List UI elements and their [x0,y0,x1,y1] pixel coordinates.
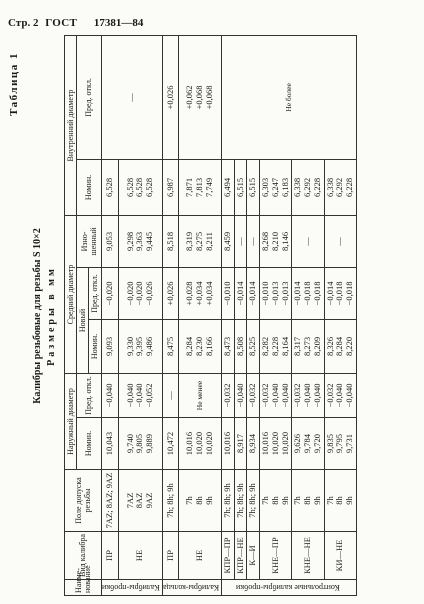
cell-type: НЕ [179,532,222,580]
cell-middle-dev: −0,014 −0,018 −0,018 [324,267,356,319]
cell-outer-nom: 10,016 10,020 10,020 [260,418,292,470]
group-control: Контрольные калибры-пробки [221,580,356,596]
cell-outer-dev: — [162,373,179,417]
header-row-1 [65,35,77,595]
cell-middle-nom: 8,282 8,228 8,164 [260,319,292,373]
cell-middle-nom: 8,317 8,273 8,209 [292,319,324,373]
middle-nom-header: Номин. [89,319,101,373]
cell-outer-nom: 9,740 9,805 9,889 [118,418,162,470]
cell-outer-nom: 9,835 9,795 9,731 [324,418,356,470]
cell-outer-dev: Не менее [179,373,222,417]
outer-dev-header: Пред. откл. [77,373,101,417]
table-row [179,35,222,595]
page-number: Стр. 2 [8,17,39,29]
outer-nom-header: Номин. [77,418,101,470]
cell-type: ПР [101,532,118,580]
cell-inner-nom: 6,515 [247,159,260,215]
cell-field: 7AZ; 8AZ; 9AZ [101,470,118,532]
table-title: Калибры резьбовые для резьбы S 10×2 [32,228,43,404]
cell-middle-nom: 9,330 9,395 9,486 [118,319,162,373]
cell-middle-worn: — [324,215,356,267]
col-outer-header: Наружный диаметр [65,373,77,469]
middle-new-header: Новый [77,267,89,373]
rotated-table-area [0,28,424,604]
inner-dev-header: Пред. откл. [77,35,101,159]
cell-type: К—И [247,532,260,580]
cell-middle-dev: −0,020 −0,020 −0,026 [118,267,162,319]
cell-middle-dev: −0,014 −0,018 −0,018 [292,267,324,319]
cell-inner-dev: +0,062 +0,068 +0,068 [179,35,222,159]
table-row [221,35,234,595]
cell-inner-dev-nobolee: Не более [221,35,356,159]
cell-type: КПР—ПР [221,532,234,580]
cell-outer-dev: −0,040 [101,373,118,417]
cell-outer-dev: −0,032 [247,373,260,417]
table-row [101,35,118,595]
cell-middle-worn: — [234,215,247,267]
cell-outer-nom: 10,043 [101,418,118,470]
cell-middle-nom: 9,093 [101,319,118,373]
cell-outer-nom: 10,016 10,020 10,020 [179,418,222,470]
cell-field: 7h; 8h; 9h [247,470,260,532]
cell-inner-nom: 6,987 [162,159,179,215]
inner-nom-header: Номин. [77,159,101,215]
table-subtitle: Размеры в мм [46,266,57,366]
cell-outer-dev: −0,032 −0,040 −0,040 [324,373,356,417]
cell-middle-worn: 8,518 [162,215,179,267]
cell-outer-nom: 10,472 [162,418,179,470]
cell-middle-worn: 8,459 [221,215,234,267]
col-middle-header: Средний диаметр [65,215,77,373]
cell-field: 7AZ 8AZ 9AZ [118,470,162,532]
table-row [162,35,179,595]
cell-middle-nom: 8,475 [162,319,179,373]
cell-inner-nom: 6,303 6,247 6,183 [260,159,292,215]
standard-code: 17381—84 [93,17,144,29]
cell-type: КНЕ—НЕ [292,532,324,580]
cell-middle-dev: −0,014 [234,267,247,319]
cell-middle-worn: 8,268 8,210 8,146 [260,215,292,267]
cell-field: 7h; 8h; 9h [234,470,247,532]
cell-outer-nom: 9,626 9,784 9,720 [292,418,324,470]
gauge-table [64,35,357,596]
cell-outer-nom: 8,917 [234,418,247,470]
cell-middle-dev: −0,014 [247,267,260,319]
middle-worn-header: Изно-шенный [77,215,101,267]
col-inner-header: Внутренний диаметр [65,35,77,215]
cell-inner-dev: — [101,35,162,159]
cell-type: ПР [162,532,179,580]
cell-middle-dev: +0,026 [162,267,179,319]
cell-inner-nom: 6,338 6,292 6,228 [324,159,356,215]
cell-middle-nom: 8,525 [247,319,260,373]
cell-field: 7h 8h 9h [179,470,222,532]
col-type-header: Вид калибра [65,532,102,580]
cell-field: 7h 8h 9h [324,470,356,532]
cell-inner-nom: 6,338 6,292 6,228 [292,159,324,215]
cell-inner-nom: 6,528 6,528 6,528 [118,159,162,215]
cell-type: КИ—НЕ [324,532,356,580]
cell-middle-worn: 9,298 9,363 9,445 [118,215,162,267]
cell-middle-dev: −0,010 [221,267,234,319]
cell-outer-dev: −0,040 [234,373,247,417]
col-field-header: Поле допуска резьбы [65,470,102,532]
group-rings: Калибры-кольца [162,580,221,596]
cell-field: 7h 8h 9h [292,470,324,532]
cell-outer-nom: 8,934 [247,418,260,470]
cell-field: 7h 8h 9h [260,470,292,532]
cell-type: КНЕ—ПР [260,532,292,580]
cell-middle-worn: 9,053 [101,215,118,267]
cell-field: 7h; 8h; 9h [221,470,234,532]
group-plugs: Калибры-пробки [101,580,162,596]
cell-outer-dev: −0,032 −0,040 −0,040 [292,373,324,417]
cell-inner-nom: 6,528 [101,159,118,215]
gost-label: ГОСТ [45,17,78,29]
cell-middle-worn: — [247,215,260,267]
cell-outer-dev: −0,032 [221,373,234,417]
cell-outer-dev: −0,032 −0,040 −0,040 [260,373,292,417]
cell-type: НЕ [118,532,162,580]
cell-middle-dev: −0,020 [101,267,118,319]
cell-type: КПР—НЕ [234,532,247,580]
cell-inner-nom: 6,515 [234,159,247,215]
cell-middle-worn: — [292,215,324,267]
cell-middle-nom: 8,284 8,230 8,166 [179,319,222,373]
cell-middle-worn: 8,319 8,275 8,211 [179,215,222,267]
cell-middle-dev: −0,010 −0,013 −0,013 [260,267,292,319]
cell-middle-nom: 8,326 8,284 8,220 [324,319,356,373]
table-label: Таблица 1 [8,52,20,116]
cell-middle-dev: +0,028 +0,034 +0,034 [179,267,222,319]
cell-middle-nom: 8,473 [221,319,234,373]
middle-dev-header: Пред. откл. [89,267,101,319]
cell-outer-dev: −0,040 −0,040 −0,052 [118,373,162,417]
cell-outer-nom: 10,016 [221,418,234,470]
col-name-header: Наиме-нование [65,580,102,596]
cell-field: 7h; 8h; 9h [162,470,179,532]
cell-middle-nom: 8,508 [234,319,247,373]
cell-inner-nom: 6,494 [221,159,234,215]
cell-inner-dev: +0,026 [162,35,179,159]
cell-inner-nom: 7,871 7,813 7,749 [179,159,222,215]
